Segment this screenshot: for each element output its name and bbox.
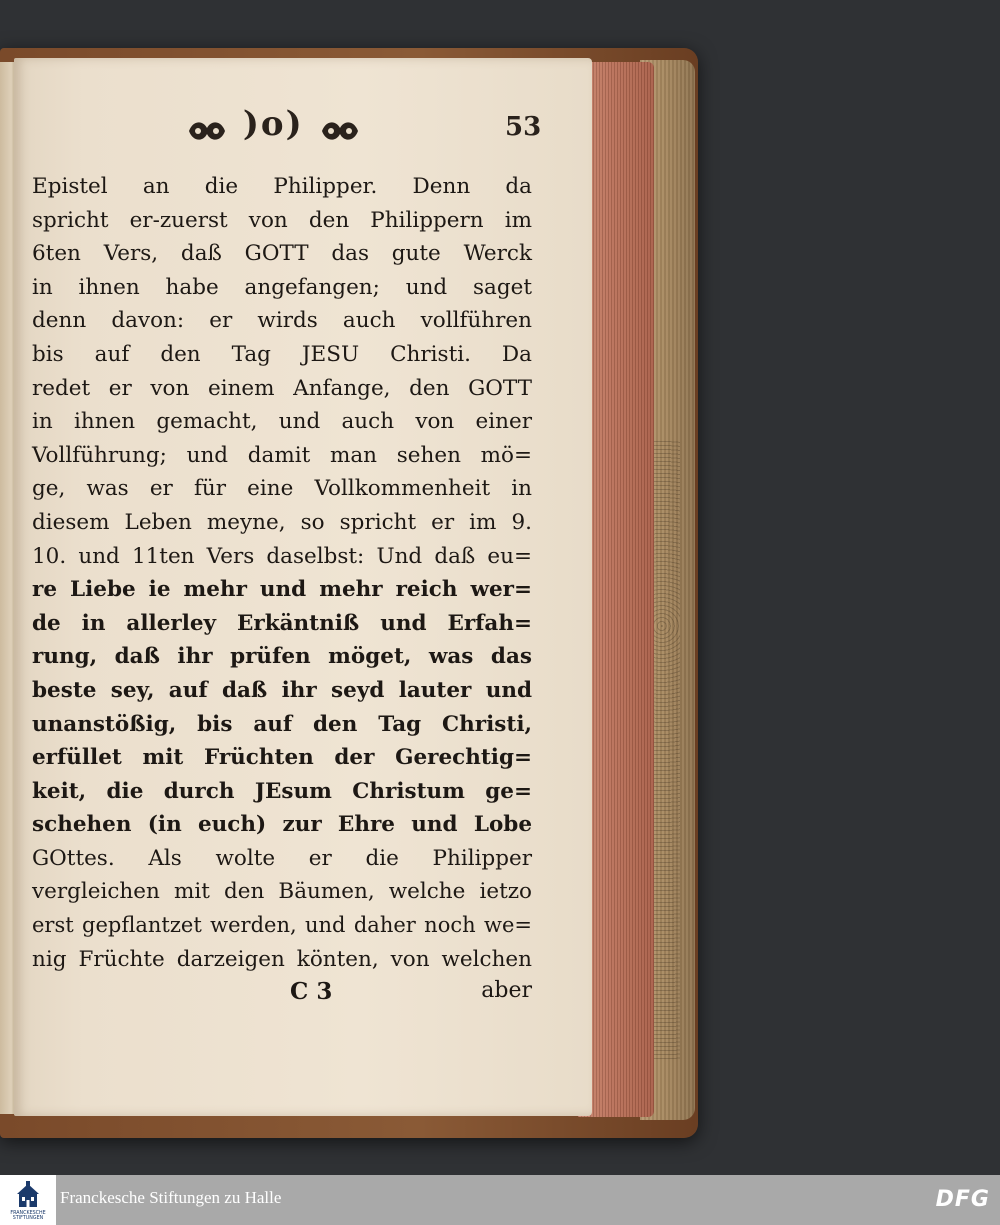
signature-mark: C 3 (290, 978, 333, 1005)
text-line: denn davon: er wirds auch vollführen (32, 308, 532, 334)
quote-line: schehen (in euch) zur Ehre und Lobe (32, 812, 532, 838)
text-line: spricht er-zuerst von den Philippern im (32, 207, 532, 233)
text-line: diesem Leben meyne, so spricht er im 9. (32, 509, 532, 535)
dfg-logo[interactable]: DFG (935, 1187, 990, 1212)
text-line: ge, was er für eine Vollkommenheit in (32, 476, 532, 502)
catchword: aber (481, 978, 532, 1003)
page-number: 53 (505, 112, 542, 142)
quote-line: unanstößig, bis auf den Tag Christi, (32, 711, 532, 737)
text-line: nig Früchte darzeigen könten, von welchen (32, 946, 532, 972)
running-head-text: )o) (242, 104, 304, 144)
institution-name[interactable]: Franckesche Stiftungen zu Halle (60, 1188, 282, 1207)
body-text (32, 170, 532, 976)
orphanage-building-icon (16, 1181, 40, 1209)
quote-line: erfüllet mit Früchten der Gerechtig= (32, 745, 532, 771)
text-line: Epistel an die Philipper. Denn da (32, 174, 532, 199)
logo-caption: FRANCKESCHE STIFTUNGEN (10, 1211, 46, 1221)
quote-line: rung, daß ihr prüfen möget, was das (32, 644, 532, 670)
text-line: in ihnen habe angefangen; und saget (32, 274, 532, 300)
text-line: in ihnen gemacht, und auch von einer (32, 409, 532, 435)
ornament-right-icon (318, 113, 362, 139)
text-line: 6ten Vers, daß GOTT das gute Werck (32, 241, 532, 267)
text-line: erst gepflantzet werden, und daher noch we= (32, 913, 532, 938)
text-line: vergleichen mit den Bäumen, welche ietzo (32, 879, 532, 905)
franckesche-logo[interactable] (0, 1175, 56, 1225)
quote-line: re Liebe ie mehr und mehr reich wer= (32, 577, 532, 603)
ornament-left-icon (185, 113, 229, 139)
quote-line: keit, die durch JEsum Christum ge= (32, 778, 532, 804)
running-head (185, 104, 362, 144)
text-line: Vollführung; und damit man sehen mö= (32, 442, 532, 468)
text-line: redet er von einem Anfange, den GOTT (32, 375, 532, 401)
page-foot (32, 978, 532, 1014)
text-line: bis auf den Tag JESU Christi. Da (32, 341, 532, 367)
quote-line: beste sey, auf daß ihr seyd lauter und (32, 677, 532, 703)
quote-line: de in allerley Erkäntniß und Erfah= (32, 610, 532, 636)
text-line: GOttes. Als wolte er die Philipper (32, 845, 532, 871)
viewer-footer (0, 1175, 1000, 1225)
text-line: 10. und 11ten Vers daselbst: Und daß eu= (32, 543, 532, 569)
